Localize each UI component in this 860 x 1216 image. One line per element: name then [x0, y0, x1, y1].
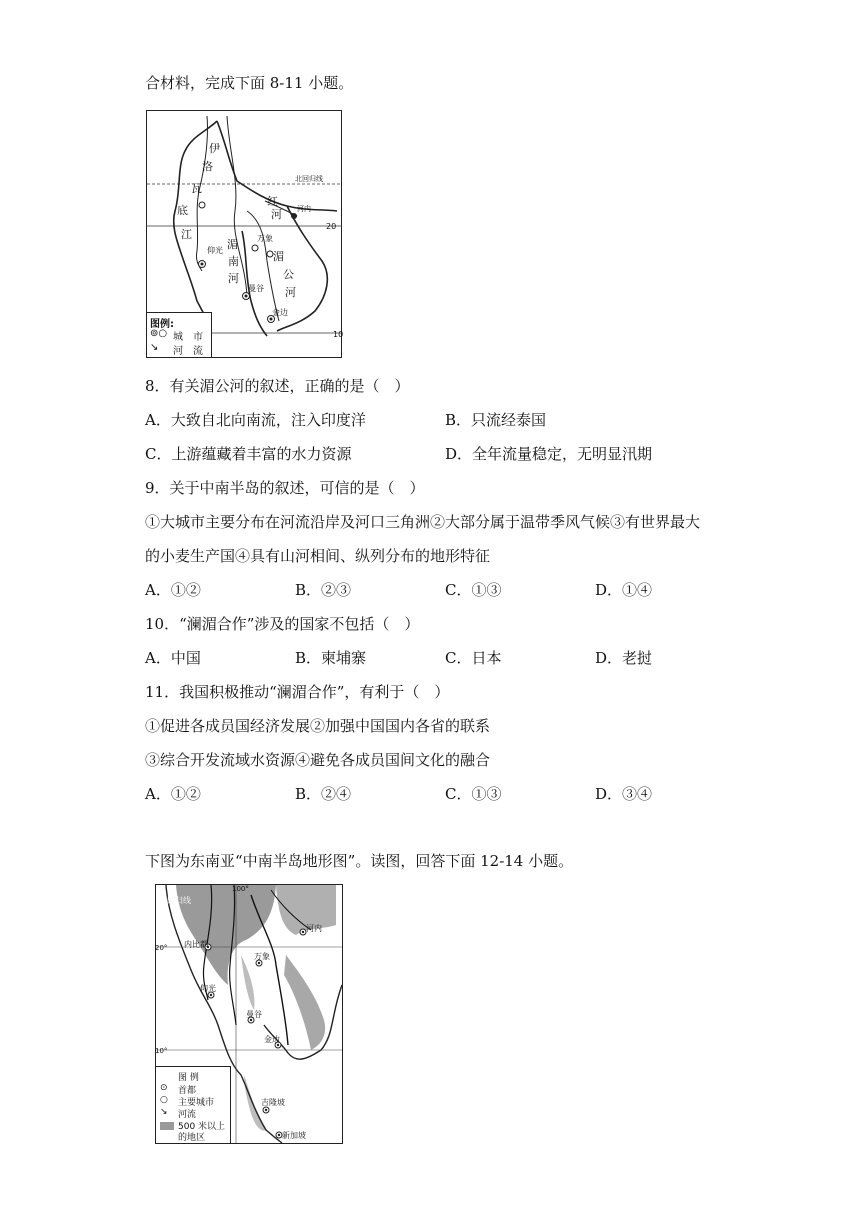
- label-mei2: 湄: [273, 250, 284, 263]
- label-wanxiang: 万象: [257, 234, 273, 243]
- label-he3: 河: [285, 286, 296, 299]
- q11-stem: 11．我国积极推动“澜湄合作”，有利于（ ）: [145, 683, 450, 701]
- label-hanoi: 河内: [297, 205, 311, 213]
- q11-option-c: C．①③: [445, 785, 502, 803]
- q10-stem: 10．“澜湄合作”涉及的国家不包括（ ）: [145, 615, 420, 633]
- indochina-terrain-map: [155, 884, 343, 1144]
- label-bangkok: 曼谷: [248, 284, 264, 293]
- q8-option-d: D．全年流量稳定，无明显汛期: [445, 445, 653, 463]
- q11-statement-2: ③综合开发流域水资源④避免各成员国间文化的融合: [145, 751, 491, 769]
- q10-option-a: A．中国: [145, 649, 201, 667]
- label-singapore: 新加坡: [282, 1131, 306, 1140]
- q11-option-a: A．①②: [145, 785, 201, 803]
- label-he2: 河: [228, 272, 239, 285]
- label-lat10: 10: [333, 330, 344, 339]
- legend-title: 图例:: [150, 319, 174, 330]
- label-nan: 南: [228, 255, 239, 268]
- q8-option-b: B．只流经泰国: [445, 411, 547, 429]
- label-luo: 洛: [202, 160, 213, 173]
- label-phnompenh: 金边: [272, 308, 288, 317]
- q9-statement-1: ①大城市主要分布在河流沿岸及河口三角洲②大部分属于温带季风气候③有世界最大: [145, 513, 701, 531]
- label-lat10: 10°: [155, 1047, 168, 1055]
- intro-text-2: 下图为东南亚“中南半岛地形图”。读图，回答下面 12-14 小题。: [145, 852, 574, 870]
- legend2-city: 主要城市: [178, 1098, 215, 1108]
- legend2-capital: 首都: [178, 1086, 197, 1096]
- q11-option-b: B．②④: [295, 785, 352, 803]
- city-icon: ○: [160, 1095, 168, 1105]
- legend-city-symbol: ⊚○: [150, 328, 168, 339]
- q11-option-d: D．③④: [595, 785, 653, 803]
- q9-stem: 9．关于中南半岛的叙述，可信的是（ ）: [145, 479, 425, 497]
- q9-statement-2: 的小麦生产国④具有山河相间、纵列分布的地形特征: [145, 547, 491, 565]
- capital-icon: ⊙: [160, 1083, 168, 1093]
- river-icon: ↘: [160, 1107, 168, 1117]
- q9-option-a: A．①②: [145, 581, 201, 599]
- label-naypyidaw: 内比都: [184, 940, 208, 949]
- indochina-river-map: [146, 110, 342, 358]
- highland-swatch-icon: [160, 1122, 174, 1130]
- legend-river: 河 流: [173, 346, 203, 357]
- label-di: 底: [177, 204, 188, 217]
- q8-stem: 8．有关湄公河的叙述，正确的是（ ）: [145, 377, 410, 395]
- q9-option-d: D．①④: [595, 581, 653, 599]
- label-tropic: 北回归线: [159, 896, 191, 905]
- label-lon100: 100°: [232, 885, 249, 893]
- legend2-high2: 的地区: [178, 1133, 206, 1143]
- label-lat20: 20: [326, 222, 337, 231]
- legend2-river: 河流: [178, 1110, 197, 1120]
- q10-option-c: C．日本: [445, 649, 502, 667]
- label-yangon: 仰光: [200, 984, 216, 993]
- river-icon: ↘: [150, 342, 159, 353]
- label-phnompenh: 金边: [264, 1035, 280, 1044]
- map2-legend: [156, 1066, 231, 1143]
- q9-option-c: C．①③: [445, 581, 502, 599]
- label-hong: 红: [267, 195, 278, 208]
- label-tropic: 北回归线: [295, 175, 323, 183]
- legend2-high1: 500 米以上: [178, 1122, 226, 1132]
- q8-option-c: C．上游蕴藏着丰富的水力资源: [145, 445, 352, 463]
- label-wa: 瓦: [191, 182, 202, 195]
- label-jiang: 江: [181, 228, 192, 241]
- label-mei1: 湄: [227, 238, 238, 251]
- label-yangon: 仰光: [207, 246, 223, 255]
- label-he: 河: [271, 208, 282, 221]
- label-hanoi: 河内: [306, 924, 322, 933]
- legend-city: 城 市: [173, 332, 203, 343]
- q11-statement-1: ①促进各成员国经济发展②加强中国国内各省的联系: [145, 717, 491, 735]
- intro-text: 合材料，完成下面 8-11 小题。: [145, 74, 354, 92]
- q10-option-b: B．柬埔寨: [295, 649, 367, 667]
- q10-option-d: D．老挝: [595, 649, 653, 667]
- label-wanxiang: 万象: [254, 952, 270, 961]
- label-lat20: 20°: [155, 944, 168, 952]
- q8-option-a: A．大致自北向南流，注入印度洋: [145, 411, 366, 429]
- label-bangkok: 曼谷: [246, 1010, 262, 1019]
- q9-option-b: B．②③: [295, 581, 352, 599]
- map1-legend: [147, 312, 212, 357]
- label-yi: 伊: [209, 142, 220, 155]
- label-gong: 公: [283, 268, 294, 281]
- legend2-title: 图 例: [178, 1073, 199, 1083]
- label-kl: 吉隆坡: [261, 1098, 285, 1107]
